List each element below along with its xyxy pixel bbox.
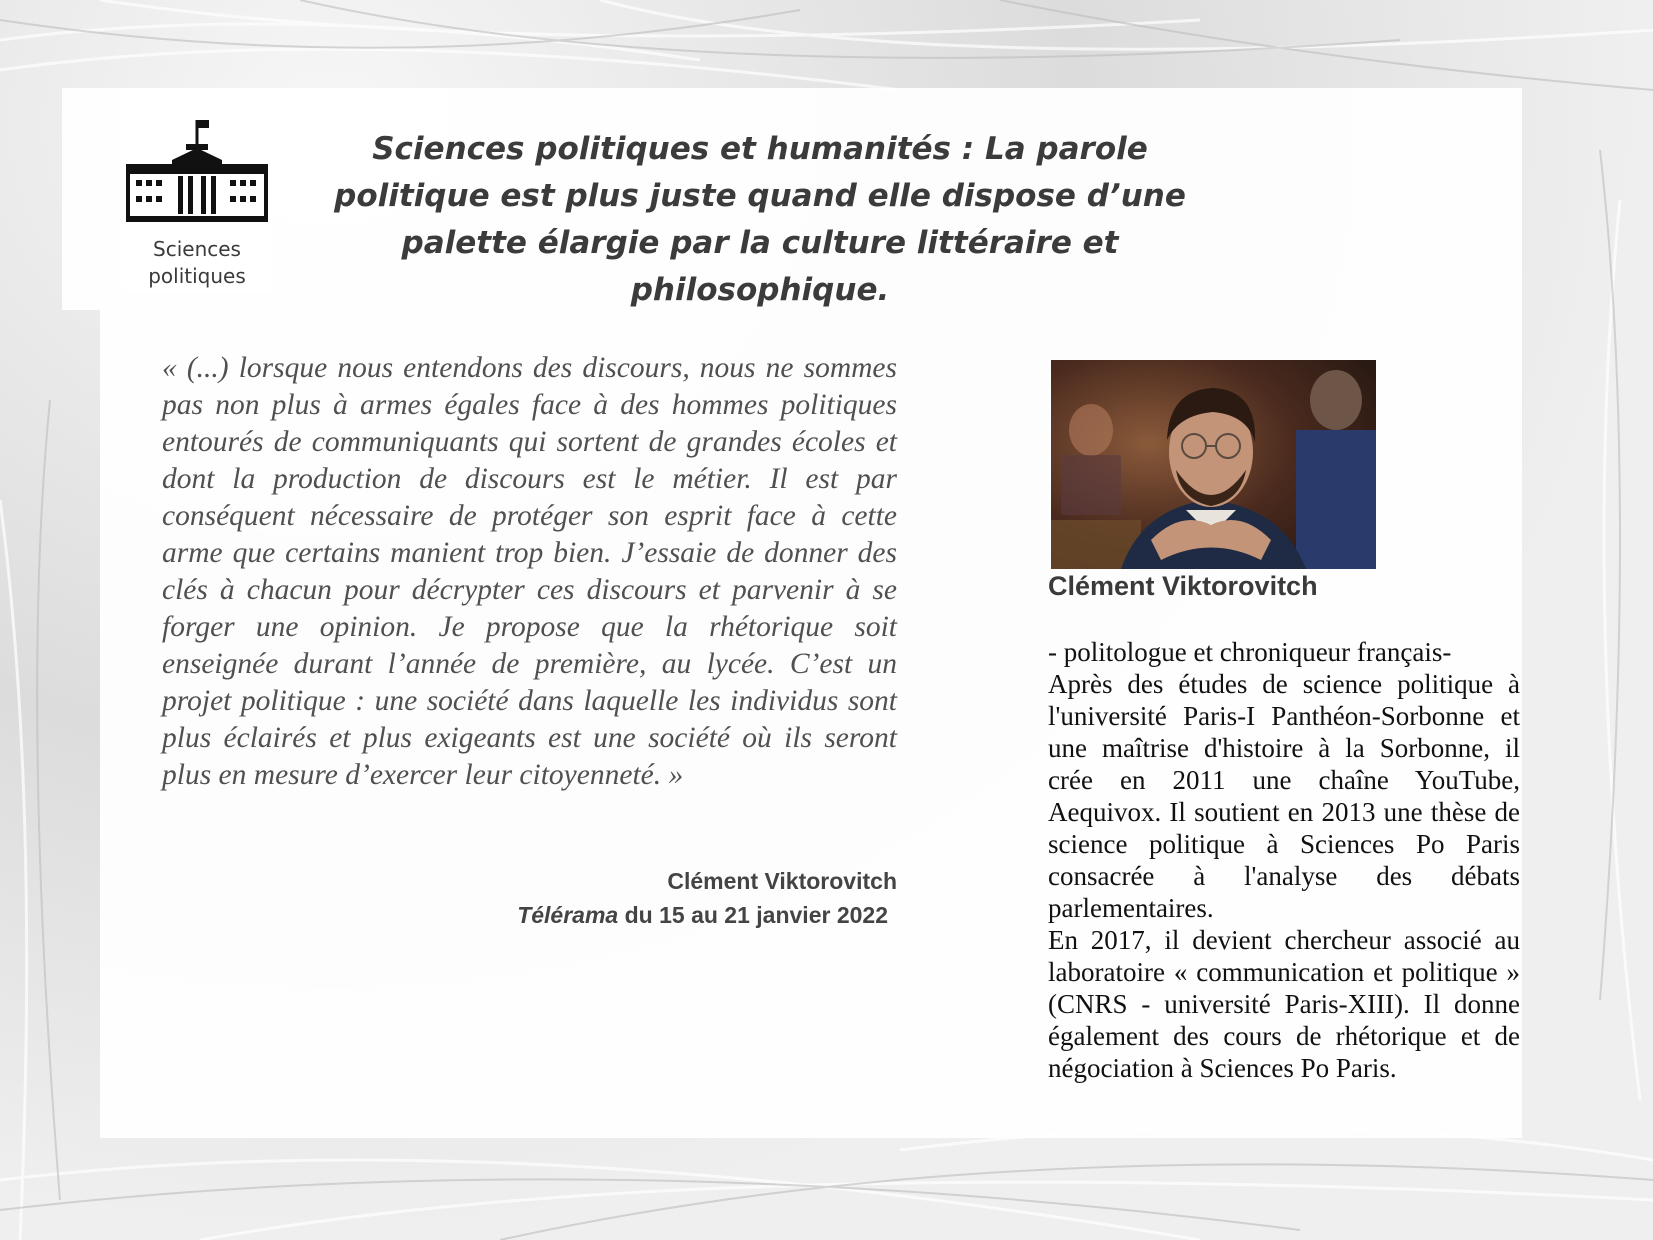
quote-author: Clément Viktorovitch xyxy=(667,868,897,894)
sciences-politiques-logo xyxy=(122,88,272,292)
page-title: Sciences politiques et humanités : La parole politique est plus juste quand elle dispose d’une palette élargie par la culture littéraire et philosophique. xyxy=(334,131,1186,308)
logo-label-line2: politiques xyxy=(148,264,246,288)
portrait-photo xyxy=(1051,360,1376,569)
bio-line-2: Après des études de science politique à l'université Paris-I Panthéon-Sorbonne et une maîtrise d'histoire à la Sorbonne, il crée en 2011 une chaîne YouTube, Aequivox. Il soutient en 2013 une thèse de science politique à Sciences Po Paris consacrée à l'analyse des débats parlementaires. xyxy=(1048,669,1520,923)
source-date: du 15 au 21 janvier 2022 xyxy=(618,902,888,928)
bio-line-1: - politologue et chroniqueur français- xyxy=(1048,637,1452,667)
source-publication: Télérama xyxy=(517,902,619,928)
logo-label-line1: Sciences xyxy=(153,237,241,261)
quote-text: « (...) lorsque nous entendons des discours, nous ne sommes pas non plus à armes égales face à des hommes politiques entourés de communiquants qui sortent de grandes écoles et dont la production de discours est le métier. Il est par conséquent nécessaire de protéger son esprit face à cette arme que certains manient trop bien. J’essaie de donner des clés à chacun pour décrypter ces discours et parvenir à se forger une opinion. Je propose que la rhétorique soit enseignée durant l’année de première, au lycée. C’est un projet politique : une société dans laquelle les individus sont plus éclairés et plus exigeants est une société où ils seront plus en mesure d’exercer leur citoyenneté. » xyxy=(162,352,897,791)
profile-name: Clément Viktorovitch xyxy=(1048,571,1318,601)
profile-bio xyxy=(1048,636,1520,1084)
bio-line-3: En 2017, il devient chercheur associé au laboratoire « communication et politique » (CNRS - université Paris-XIII). Il donne également des cours de rhétorique et de négociation à Sciences Po Paris. xyxy=(1048,925,1520,1083)
quote-source xyxy=(420,902,888,929)
government-building-icon xyxy=(126,116,268,226)
logo-label xyxy=(122,236,272,290)
